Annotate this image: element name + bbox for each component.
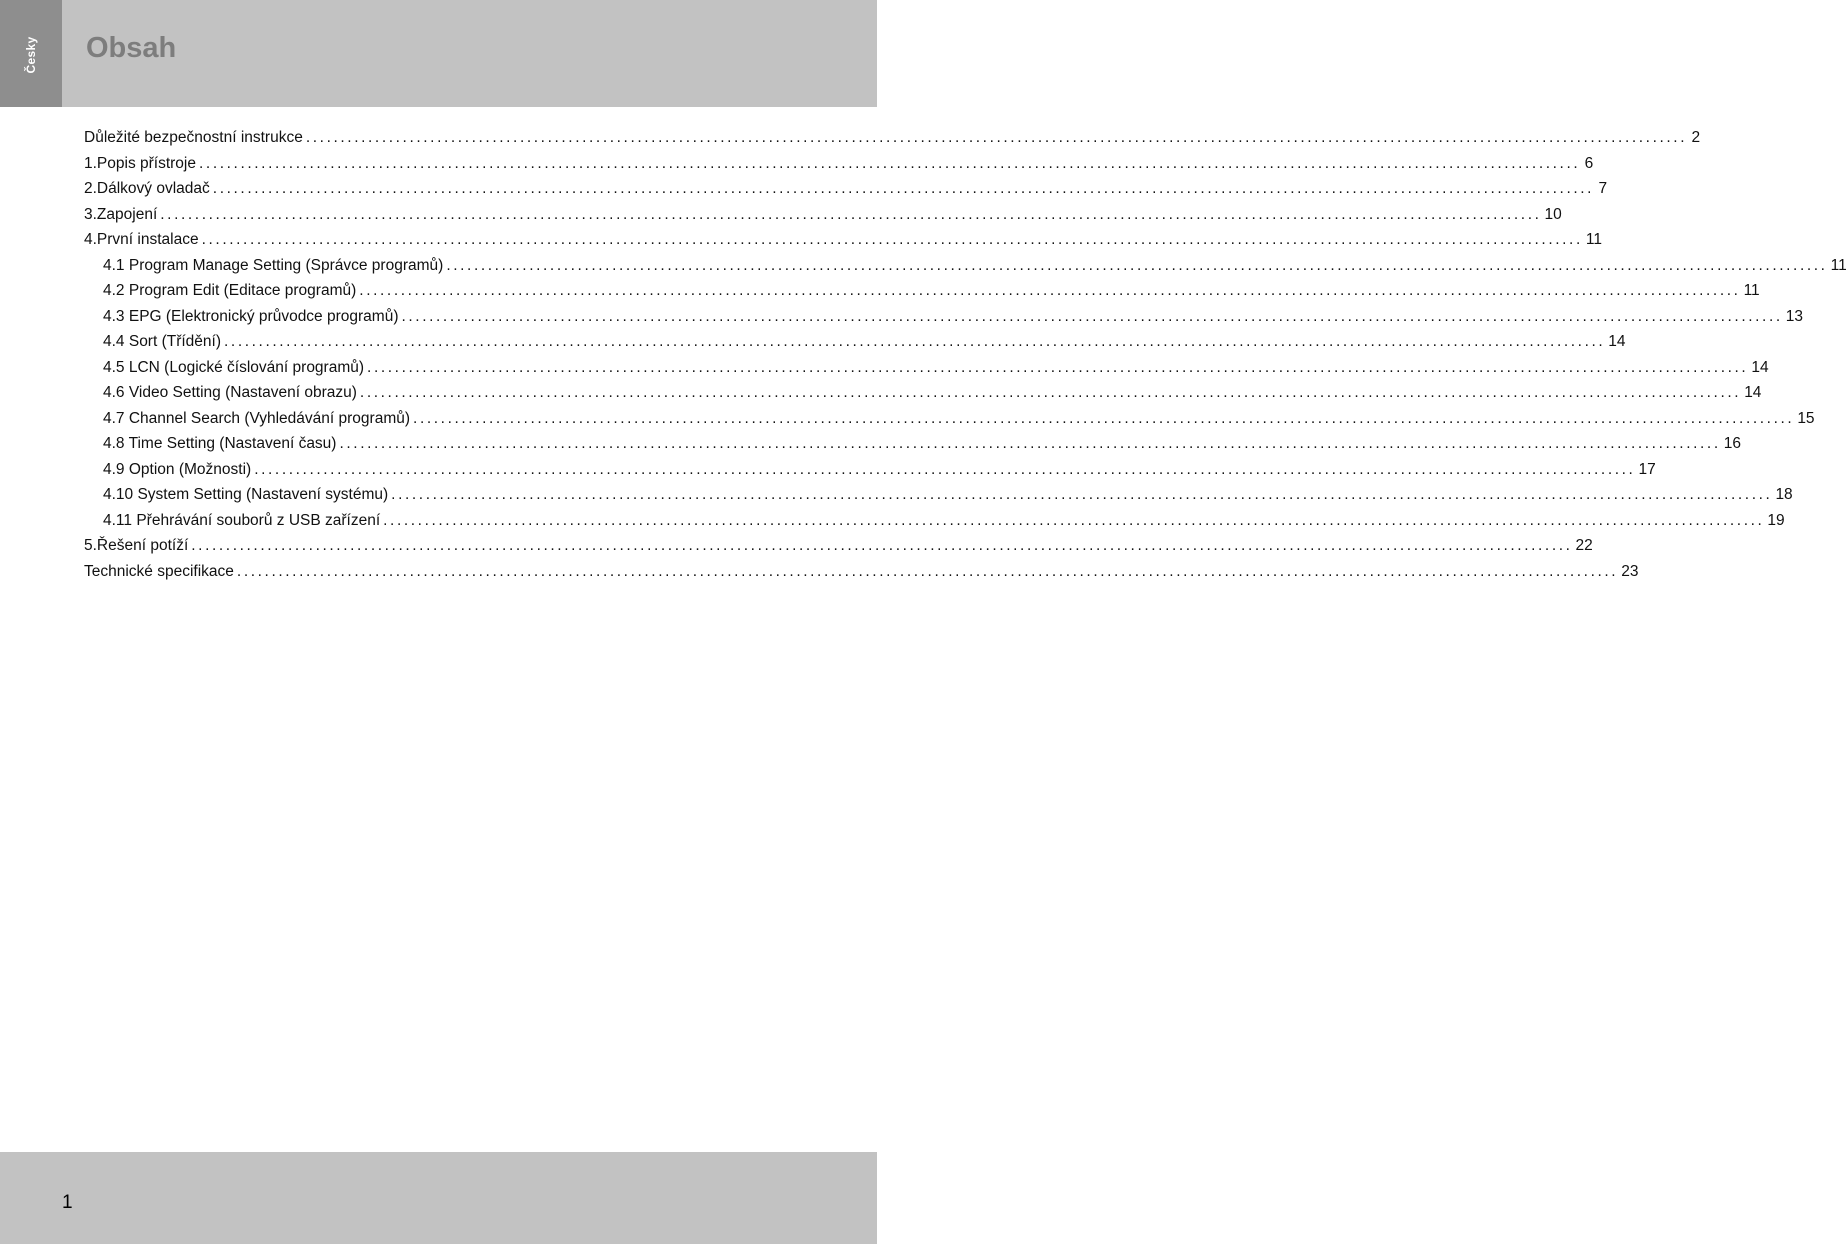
toc-entry[interactable] <box>84 329 1626 355</box>
toc-entry-page: 2 <box>1691 129 1701 146</box>
toc-entry[interactable] <box>84 482 1793 508</box>
toc-dot-leader: ........................................................................................................................................................................................................ <box>212 180 1595 197</box>
toc-entry[interactable] <box>84 227 1602 253</box>
toc-entry-page: 13 <box>1785 307 1804 325</box>
toc-entry-title: 4.1 Program Manage Setting (Správce programů) <box>103 256 444 274</box>
toc-dot-leader: ........................................................................................................................................................................................................ <box>446 256 1828 274</box>
toc-dot-leader: ........................................................................................................................................................................................................ <box>391 486 1773 503</box>
toc-entry[interactable] <box>84 380 1762 406</box>
toc-dot-leader: ........................................................................................................................................................................................................ <box>191 537 1573 554</box>
toc-entry-title: 2.Dálkový ovladač <box>84 180 210 197</box>
toc-dot-leader: ........................................................................................................................................................................................................ <box>401 307 1783 325</box>
toc-entry[interactable] <box>84 431 1741 457</box>
toc-entry[interactable] <box>84 176 1608 202</box>
toc-entry-page: 16 <box>1723 435 1741 452</box>
toc-entry-page: 19 <box>1767 511 1785 529</box>
page-title: Obsah <box>86 32 177 64</box>
toc-entry-title: 4.7 Channel Search (Vyhledávání programů) <box>103 409 411 427</box>
toc-entry[interactable] <box>84 559 1639 585</box>
page-number: 1 <box>62 1192 73 1213</box>
toc-dot-leader: ........................................................................................................................................................................................................ <box>383 511 1765 529</box>
toc-entry[interactable] <box>84 304 1804 330</box>
toc-entry-page: 7 <box>1598 180 1608 197</box>
toc-entry-title: 4.5 LCN (Logické číslování programů) <box>103 358 365 376</box>
toc-entry-title: 4.6 Video Setting (Nastavení obrazu) <box>103 384 357 401</box>
header-bar <box>62 0 877 107</box>
toc-entry[interactable] <box>84 151 1594 177</box>
language-tab <box>0 0 62 107</box>
toc-entry-page: 14 <box>1744 384 1762 401</box>
toc-entry-page: 18 <box>1775 486 1793 503</box>
toc-entry-title: 4.4 Sort (Třídění) <box>103 333 222 350</box>
toc-entry-page: 15 <box>1797 409 1815 427</box>
toc-entry-title: Důležité bezpečnostní instrukce <box>84 129 303 146</box>
table-of-contents <box>84 125 1847 584</box>
toc-entry[interactable] <box>84 533 1593 559</box>
toc-dot-leader: ........................................................................................................................................................................................................ <box>339 435 1721 452</box>
toc-entry[interactable] <box>84 125 1701 151</box>
toc-entry-title: 3.Zapojení <box>84 205 158 223</box>
toc-entry-title: 4.První instalace <box>84 231 199 248</box>
toc-entry-page: 14 <box>1751 358 1769 376</box>
toc-entry[interactable] <box>84 355 1769 381</box>
toc-dot-leader: ........................................................................................................................................................................................................ <box>359 384 1742 401</box>
toc-entry-title: 4.10 System Setting (Nastavení systému) <box>103 486 389 503</box>
toc-dot-leader: ........................................................................................................................................................................................................ <box>305 129 1688 146</box>
toc-dot-leader: ........................................................................................................................................................................................................ <box>254 460 1636 478</box>
toc-entry[interactable] <box>84 508 1785 534</box>
toc-entry-page: 10 <box>1544 205 1562 223</box>
toc-entry-title: Technické specifikace <box>84 562 234 580</box>
toc-entry-page: 17 <box>1638 460 1656 478</box>
toc-entry[interactable] <box>84 253 1847 279</box>
toc-dot-leader: ........................................................................................................................................................................................................ <box>160 205 1542 223</box>
toc-entry[interactable] <box>84 457 1656 483</box>
toc-dot-leader: ........................................................................................................................................................................................................ <box>367 358 1749 376</box>
toc-dot-leader: ........................................................................................................................................................................................................ <box>413 409 1795 427</box>
toc-entry-title: 5.Řešení potíží <box>84 537 189 554</box>
toc-entry-page: 14 <box>1608 333 1626 350</box>
toc-dot-leader: ........................................................................................................................................................................................................ <box>236 562 1619 580</box>
language-tab-label: Česky <box>24 36 38 74</box>
toc-entry-title: 4.9 Option (Možnosti) <box>103 460 252 478</box>
toc-entry-page: 6 <box>1584 154 1594 172</box>
toc-entry-title: 4.3 EPG (Elektronický průvodce programů) <box>103 307 399 325</box>
toc-entry-page: 11 <box>1830 256 1847 274</box>
toc-entry-page: 11 <box>1743 282 1760 299</box>
toc-entry-page: 11 <box>1585 231 1602 248</box>
toc-entry-title: 4.11 Přehrávání souborů z USB zařízení <box>103 511 381 529</box>
toc-dot-leader: ........................................................................................................................................................................................................ <box>224 333 1606 350</box>
toc-entry[interactable] <box>84 278 1760 304</box>
toc-dot-leader: ........................................................................................................................................................................................................ <box>359 282 1741 299</box>
toc-entry-title: 4.2 Program Edit (Editace programů) <box>103 282 357 299</box>
toc-entry-page: 22 <box>1575 537 1593 554</box>
toc-dot-leader: ........................................................................................................................................................................................................ <box>201 231 1583 248</box>
toc-entry[interactable] <box>84 406 1815 432</box>
toc-dot-leader: ........................................................................................................................................................................................................ <box>199 154 1581 172</box>
toc-entry-title: 1.Popis přístroje <box>84 154 196 172</box>
footer-bar <box>0 1152 877 1244</box>
toc-entry[interactable] <box>84 202 1562 228</box>
toc-entry-title: 4.8 Time Setting (Nastavení času) <box>103 435 337 452</box>
toc-entry-page: 23 <box>1621 562 1639 580</box>
